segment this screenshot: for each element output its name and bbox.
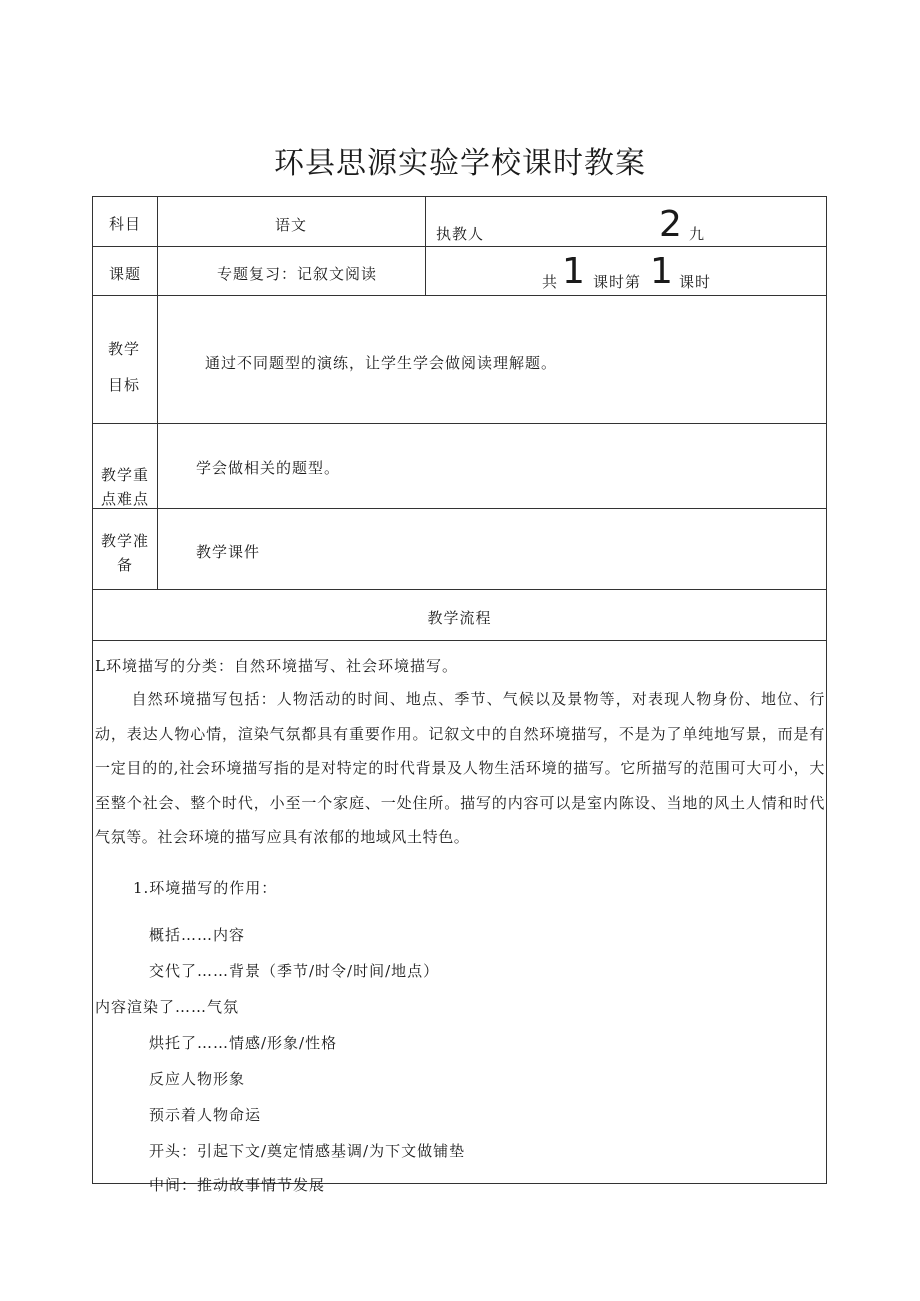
hours-current: 1: [650, 251, 674, 292]
hours-middle: 课时第: [593, 273, 642, 291]
process-line1: L环境描写的分类：自然环境描写、社会环境描写。: [95, 657, 458, 675]
focus-text: 学会做相关的题型。: [196, 459, 341, 477]
process-heading: 教学流程: [427, 609, 492, 627]
teacher-label: 执教人: [436, 225, 485, 243]
list-item: 预示着人物命运: [149, 1106, 262, 1124]
hours-suffix: 课时: [679, 273, 712, 291]
list-item: 开头：引起下文/奠定情感基调/为下文做铺垫: [149, 1142, 466, 1160]
goal-label-line1: 教学: [108, 340, 141, 358]
list-item: 交代了……背景（季节/时令/时间/地点）: [149, 962, 440, 980]
grade-number: 2: [659, 204, 683, 245]
topic-label: 课题: [109, 265, 142, 283]
topic-value: 专题复习：记叙文阅读: [217, 265, 378, 283]
subject-label: 科目: [109, 215, 142, 233]
goal-text: 通过不同题型的演练，让学生学会做阅读理解题。: [205, 354, 558, 372]
goal-label-line2: 目标: [108, 376, 141, 394]
subject-value: 语文: [275, 216, 308, 234]
prep-text: 教学课件: [196, 543, 261, 561]
hours-total: 1: [562, 251, 586, 292]
lesson-plan-table: [92, 196, 827, 1194]
process-paragraph: [95, 682, 825, 855]
hours-prefix: 共: [542, 273, 559, 291]
process-section-title: 1.环境描写的作用：: [133, 879, 278, 897]
list-item: 烘托了……情感/形象/性格: [149, 1034, 338, 1052]
process-paragraph-text: 自然环境描写包括：人物活动的时间、地点、季节、气候以及景物等，对表现人物身份、地位、行动，表达人物心情，渲染气氛都具有重要作用。记叙文中的自然环境描写，不是为了单纯地写景，而是有一定目的的,社会环境描写指的是对特定的时代背景及人物生活环境的描写。它所描写的范围可大可小，大至整个社会、整个时代，小至一个家庭、一处住所。描写的内容可以是室内陈设、当地的风土人情和时代气氛等。社会环境的描写应具有浓郁的地域风土特色。: [95, 690, 825, 846]
prep-label-line2: 备: [117, 556, 134, 574]
prep-label-line1: 教学准: [101, 532, 150, 550]
list-item: 反应人物形象: [149, 1070, 246, 1088]
grade-suffix: 九: [689, 225, 706, 243]
focus-label-line1: 教学重: [101, 466, 150, 484]
document-title: 环县思源实验学校课时教案: [274, 146, 646, 181]
focus-label-line2: 点难点: [101, 490, 150, 508]
list-item: 内容渲染了……气氛: [95, 998, 240, 1016]
list-item: 概括……内容: [149, 926, 246, 944]
list-item: 中间：推动故事情节发展: [149, 1176, 326, 1194]
